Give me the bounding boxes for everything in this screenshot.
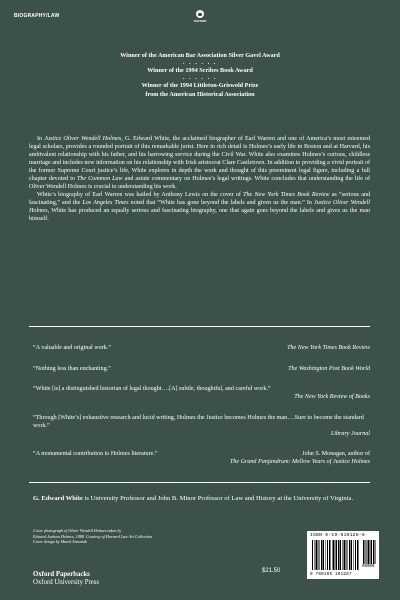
publisher-block (33, 571, 99, 587)
review-quote (33, 385, 370, 401)
review-quote (33, 365, 370, 373)
book-title: Justice Oliver Wendell Holmes (29, 199, 370, 214)
awards-block (30, 52, 370, 99)
quote-source: Library Journal (330, 430, 370, 437)
quote-source: The Grand Panjandrum: Mellow Years of Justice Holmes (229, 459, 370, 465)
isbn-text: ISBN 0-19-510128-6 (310, 533, 366, 538)
quote-text: “White [is] a distinguished historian of legal thought….[A] subtle, thoughtful, and careful work.” (33, 386, 271, 392)
text-span: White’s biography of Earl Warren was hailed by Anthony Lewis on the cover of (37, 191, 244, 198)
award-separator: . . . . . . (182, 75, 218, 82)
credit-line: Cover photograph of Oliver Wendell Holmes taken by (33, 528, 122, 533)
imprint-name: Oxford Paperbacks (33, 571, 90, 578)
credit-line: Edward Jackson Holmes, 1888. Courtesy of Harvard Law Art Collection (33, 533, 153, 539)
description-paragraph-2 (29, 192, 370, 224)
cover-credits (33, 528, 193, 545)
author-bio-text: is University Professor and John B. Minor Professor of Law and History at the University of Virginia. (82, 495, 354, 502)
quote-text: “A monumental contribution to Holmes literature.” (33, 451, 158, 457)
oxford-logo-icon (196, 10, 204, 18)
divider-top (29, 326, 370, 327)
description (29, 136, 370, 223)
quote-source-prefix: John S. Monagan, author of (302, 451, 370, 457)
divider-bottom (29, 482, 370, 483)
book-title: The Common Law (76, 175, 123, 182)
price-barcode-bars-icon (363, 540, 376, 564)
oxford-logo-text: OXFORD (193, 19, 207, 23)
award-littleton-griswold: Winner of the 1994 Littleton-Griswold Prize (141, 82, 259, 90)
text-span: and astute commentary on Holmes’s legal writings. White concludes that understanding the life of Oliver Wendell Holmes is crucial to understanding his work. (29, 175, 371, 190)
quote-text: “Nothing less than enchanting.” (33, 365, 111, 372)
category-label: BIOGRAPHY/LAW (14, 13, 60, 19)
review-quote (33, 414, 370, 438)
price-code: 90000 (362, 565, 375, 569)
award-separator: . . . . . . (182, 60, 218, 67)
text-span: , G. Edward White, the acclaimed biographer of Earl Warren and one of America’s most esteemed legal scholars, provides a rounded portrait of this remarkable jurist. Here in rich detail is Holmes’s early life in Boston and at Harvard, his ambivalent relationship with his father, and his harrowing service during the Civil War. White also examines Holmes’s curious, childless marriage and includes new information on his relationship with Irish aristocrat Clare Castletown. In addition to providing a vivid portrait of the former Supreme Court justice’s life, White explores in depth the work and thought of this preeminent legal figure, including a full chapter devoted to (29, 136, 370, 182)
press-name: Oxford University Press (33, 579, 100, 586)
text-span: , White has produced an equally serious and fascinating biography, one that again goes beyond the labels and gives us the man himself. (29, 207, 370, 222)
text-span: In (37, 136, 45, 142)
price: $21.50 (262, 568, 281, 574)
quote-source: The Washington Post Book World (288, 365, 370, 372)
review-quote (33, 344, 370, 352)
author-name: G. Edward White (33, 495, 83, 502)
publication-title: Los Angeles Times (82, 199, 129, 206)
quote-text: “Through [White’s] exhaustive research and lucid writing, Holmes the Justice becomes Holmes the man….Sure to become the standard work.” (33, 414, 364, 429)
quote-text: “A valuable and original work.” (33, 345, 112, 351)
award-aha: from the American Historical Association (145, 90, 255, 98)
barcode-number: 9 780195 101287 (310, 572, 352, 577)
review-quote (33, 450, 370, 466)
review-quotes (33, 344, 370, 466)
author-bio (33, 495, 370, 503)
award-scribes: Winner of the 1994 Scribes Book Award (147, 67, 253, 75)
book-title: Justice Oliver Wendell Holmes (44, 136, 122, 142)
quote-source: The New York Review of Books (294, 394, 370, 400)
award-aba: Winner of the American Bar Association Silver Gavel Award (120, 52, 280, 59)
oxford-logo (193, 10, 207, 23)
barcode-bars-icon (312, 540, 360, 570)
barcode (307, 531, 379, 579)
credit-line: Cover design by Marek Antoniak (33, 539, 87, 544)
text-span: noted that “White has gone beyond the labels and given us the man.” In (128, 199, 315, 206)
quote-source: The New York Times Book Review (287, 345, 370, 351)
text-span: as “serious and fascinating,” and the (29, 191, 371, 206)
description-paragraph-1 (29, 136, 370, 192)
publication-title: The New York Times Book Review (243, 191, 330, 198)
